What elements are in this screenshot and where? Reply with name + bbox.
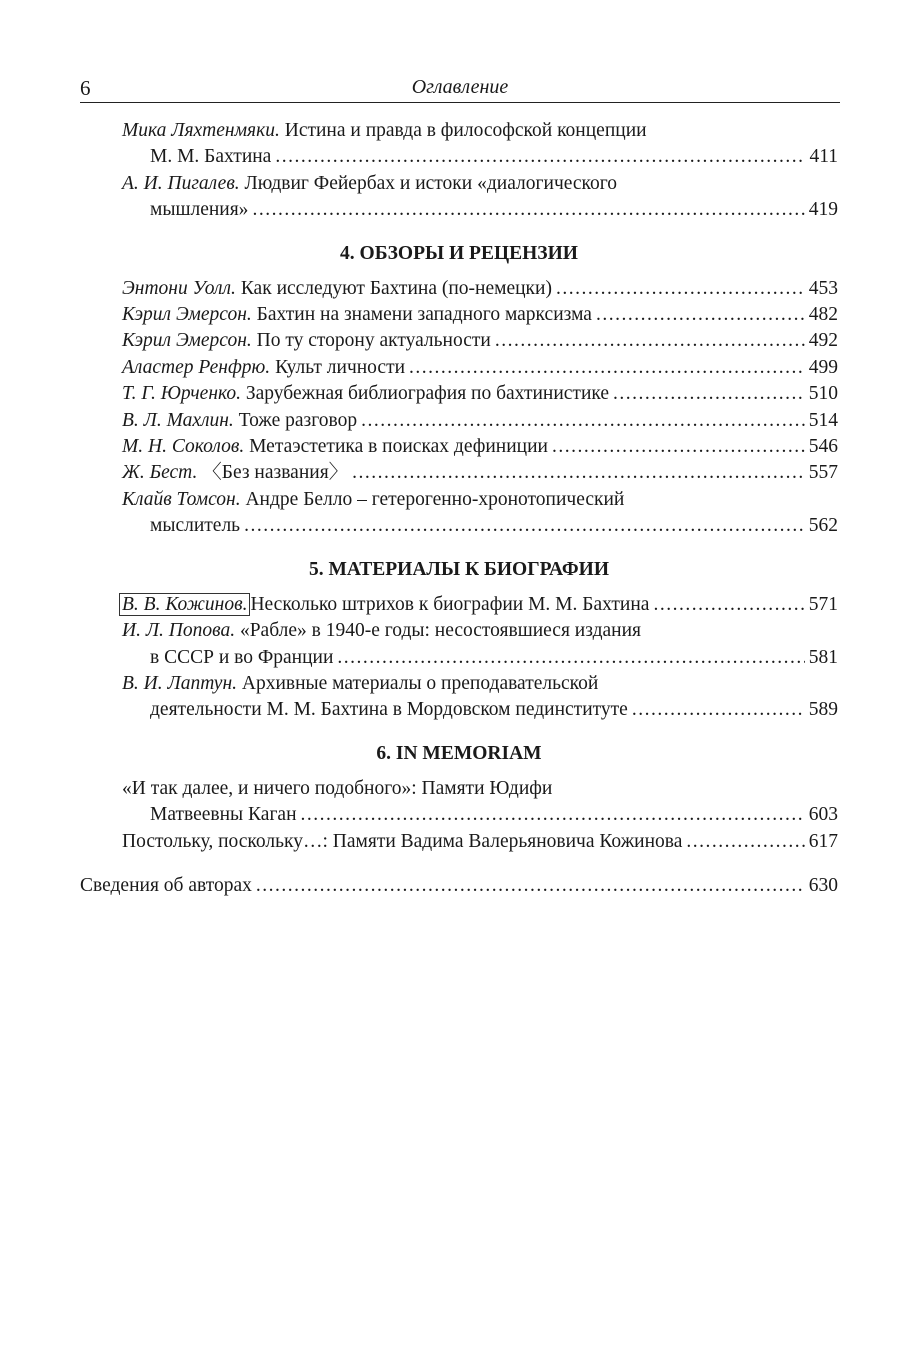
entry-page: 581 [808,646,838,668]
dot-leader [686,829,804,855]
entry-author: Кэрил Эмерсон. [122,330,252,352]
entry-title: Как исследуют Бахтина (по-немецки) [240,277,552,299]
section-heading-5: 5. МАТЕРИАЛЫ К БИОГРАФИИ [308,558,609,580]
entry-title: Тоже разговор [238,409,358,431]
section-heading-4: 4. ОБЗОРЫ И РЕЦЕНЗИИ [340,242,578,264]
entry-author: В. И. Лаптун. [122,672,238,694]
toc-entry[interactable] [80,829,838,855]
entry-author: Кэрил Эмерсон. [122,304,252,326]
entry-title: Постольку, поскольку…: Памяти Вадима Валерьяновича Кожинова [122,830,683,852]
dot-leader [352,460,805,486]
dot-leader [613,381,805,407]
entry-author-boxed: В. В. Кожинов. [119,593,250,616]
dot-leader [301,802,805,828]
entry-page: 411 [809,146,838,168]
entry-title-cont: мыслитель [150,515,241,537]
dot-leader [556,276,805,302]
entry-title: «Рабле» в 1940-е годы: несостоявшиеся издания [239,620,642,642]
toc-entry[interactable] [80,776,838,829]
dot-leader [275,144,805,170]
entry-title: Людвиг Фейербах и истоки «диалогического [244,172,618,194]
dot-leader [337,645,804,671]
entry-page: 514 [808,409,838,431]
entry-title: Истина и правда в философской концепции [284,120,647,141]
dot-leader [632,697,805,723]
entry-author: Ж. Бест. [122,462,198,484]
entry-title-cont: М. М. Бахтина [150,146,272,168]
dot-leader [596,302,805,328]
entry-page: 546 [808,436,838,458]
entry-title: Несколько штрихов к биографии М. М. Бахтина [250,593,650,615]
dot-leader [361,408,805,434]
entry-author: М. Н. Соколов. [122,436,245,458]
entry-author: Клайв Томсон. [122,488,241,510]
entry-author: Т. Г. Юрченко. [122,383,241,405]
entry-author: Аластер Ренфрю. [122,356,271,378]
entry-page: 617 [808,830,838,852]
entry-title: Архивные материалы о преподавательской [241,672,599,694]
toc-entry[interactable] [80,592,838,618]
dot-leader [252,197,804,223]
page-number: 6 [80,76,91,100]
entry-title-cont: деятельности М. М. Бахтина в Мордовском пединституте [150,699,628,721]
entry-title: Метаэстетика в поисках дефиниции [249,436,548,458]
entry-title: По ту сторону актуальности [256,330,491,352]
toc-entry[interactable] [80,434,838,460]
entry-title-cont: мышления» [150,199,249,221]
entry-page: 562 [808,515,838,537]
toc-entry[interactable] [80,487,838,540]
entry-page: 571 [808,593,838,615]
entry-title: Андре Белло – гетерогенно-хронотопический [245,488,625,510]
dot-leader [552,434,805,460]
entry-author: В. Л. Махлин. [122,409,234,431]
entry-page: 510 [808,383,838,405]
table-of-contents [80,118,838,899]
entry-title-cont: Матвеевны Каган [150,804,297,826]
section-heading-6: 6. IN MEMORIAM [376,742,542,764]
dot-leader [495,328,805,354]
entry-title: 〈Без названия〉 [202,462,349,484]
entry-page: 589 [808,699,838,721]
entry-author: Мика Ляхтенмяки. [122,120,280,141]
entry-page: 453 [808,277,838,299]
toc-entry[interactable] [80,408,838,434]
toc-entry[interactable] [80,276,838,302]
entry-title: «И так далее, и ничего подобного»: Памяти Юдифи [122,777,553,799]
dot-leader [653,592,804,618]
entry-author: А. И. Пигалев. [122,172,240,194]
entry-page: 603 [808,804,838,826]
toc-entry[interactable] [80,460,838,486]
entry-page: 499 [808,356,838,378]
entry-title: Культ личности [275,356,406,378]
entry-title: Бахтин на знамени западного марксизма [256,304,592,326]
entry-page: 482 [808,304,838,326]
toc-entry[interactable] [80,381,838,407]
toc-entry[interactable] [80,355,838,381]
entry-title: Сведения об авторах [80,874,252,896]
dot-leader [409,355,805,381]
entry-title: Зарубежная библиография по бахтинистике [245,383,610,405]
entry-page: 630 [808,874,838,896]
running-title: Оглавление [411,76,509,98]
toc-entry[interactable] [80,118,838,171]
toc-entry[interactable] [80,302,838,328]
toc-entry[interactable] [80,171,838,224]
toc-entry[interactable] [80,618,838,671]
entry-author: И. Л. Попова. [122,620,236,642]
entry-title-cont: в СССР и во Франции [150,646,334,668]
toc-entry[interactable] [80,671,838,724]
running-header [80,72,840,103]
toc-entry[interactable] [80,328,838,354]
entry-page: 492 [808,330,838,352]
toc-entry-authors-info[interactable] [80,873,838,899]
entry-author: Энтони Уолл. [122,277,236,299]
entry-page: 419 [808,199,838,221]
dot-leader [256,873,805,899]
entry-page: 557 [808,462,838,484]
dot-leader [244,513,805,539]
